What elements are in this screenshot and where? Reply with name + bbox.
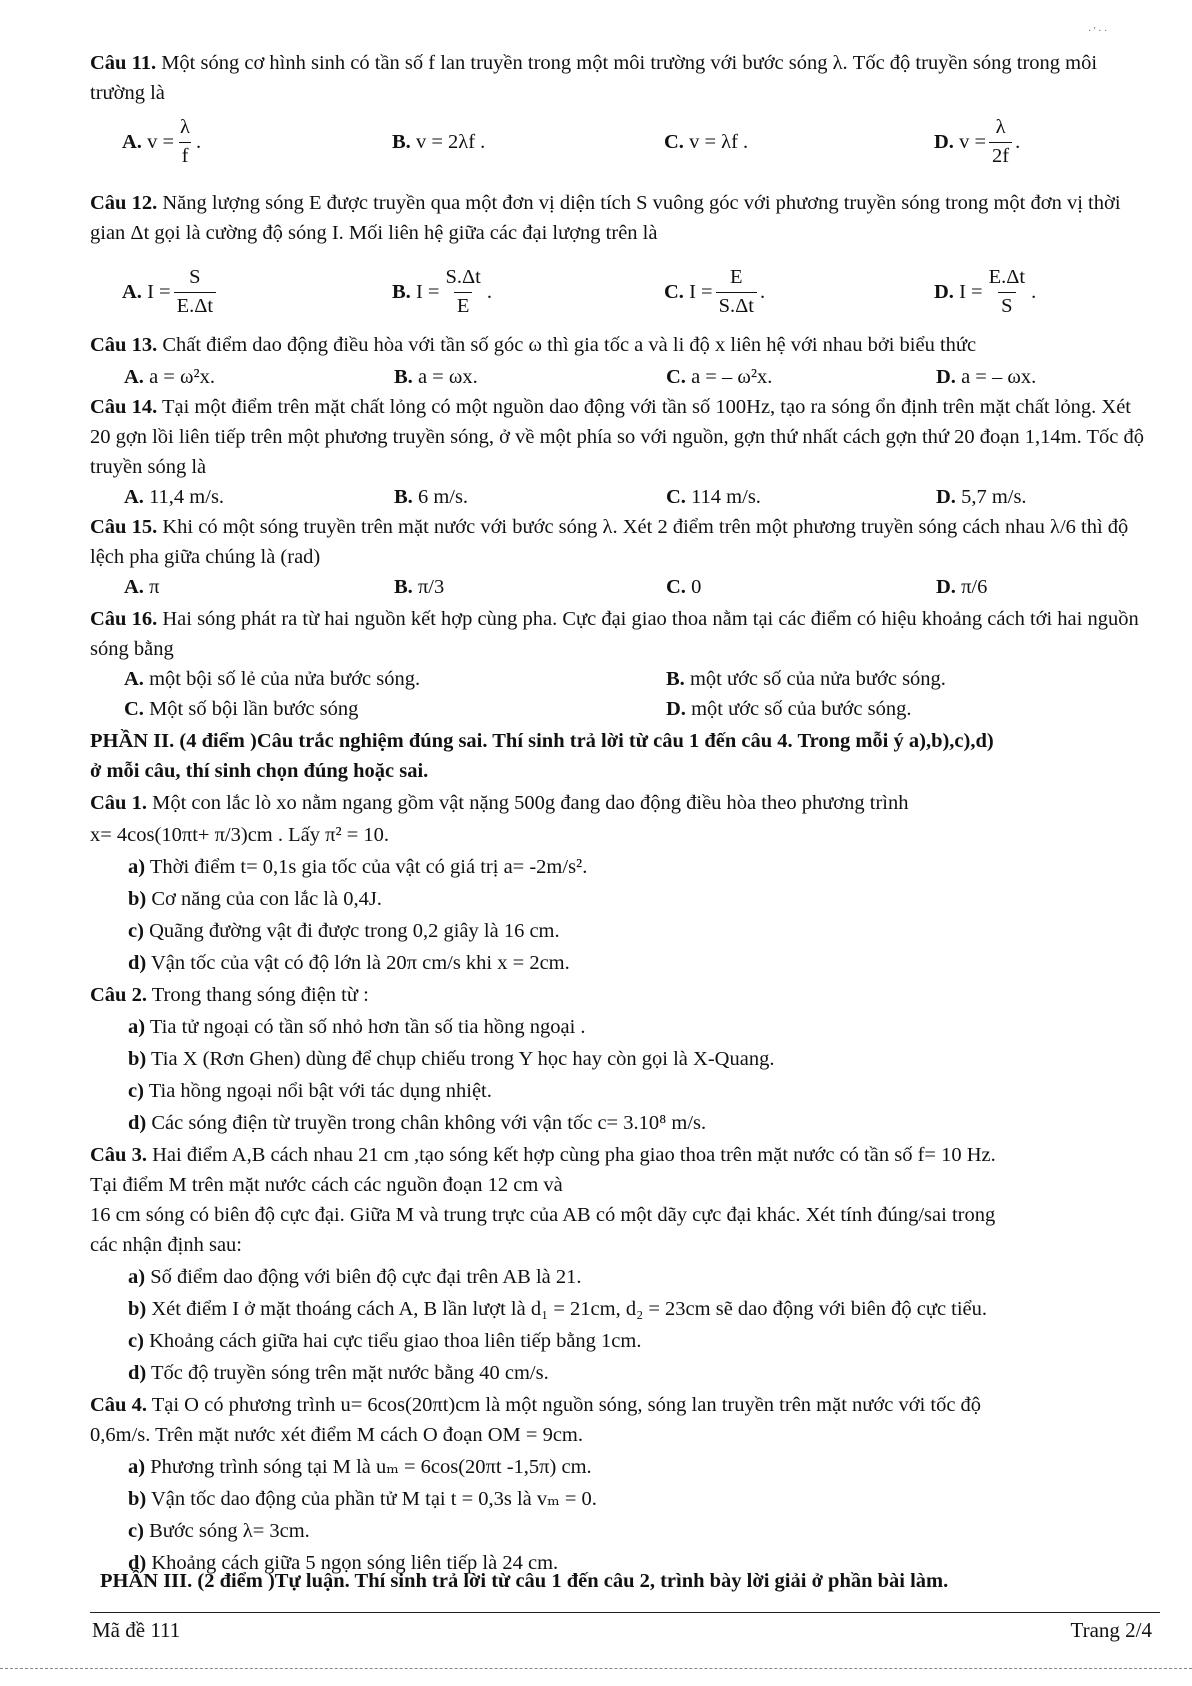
question-label: Câu 12. <box>90 192 158 214</box>
statement-text: Quãng đường vật đi được trong 0,2 giây là 16 cm. <box>149 920 560 942</box>
statement-text: Khoảng cách giữa 5 ngọn sóng liên tiếp là 24 cm. <box>151 1552 559 1574</box>
statement-key: c) <box>128 920 144 942</box>
question-16-options-row2 <box>0 694 1192 724</box>
formula-tail: . <box>1015 130 1021 153</box>
question-label: Câu 3. <box>90 1144 147 1166</box>
denominator: f <box>179 142 192 169</box>
option-text: π/3 <box>417 576 445 598</box>
numerator: λ <box>180 115 190 138</box>
statement-key: c) <box>128 1520 144 1542</box>
footer-rule <box>90 1612 1160 1613</box>
statement-b <box>90 884 1190 914</box>
statement-text: Tốc độ truyền sóng trên mặt nước bằng 40 cm/s. <box>151 1362 549 1384</box>
option-key: A. <box>124 668 144 690</box>
statement-d <box>90 1358 1190 1388</box>
question-text-line: Tại điểm M trên mặt nước cách các nguồn đoạn 12 cm và <box>90 1174 563 1196</box>
option-key: A. <box>124 576 144 598</box>
statement-b <box>90 1044 1190 1074</box>
formula-tail: . <box>759 280 766 303</box>
denominator: S <box>998 292 1015 319</box>
question-13 <box>90 330 1152 360</box>
option-b <box>392 112 485 172</box>
question-14 <box>90 392 1152 482</box>
option-b <box>394 482 468 512</box>
statement-key: a) <box>128 1016 146 1038</box>
option-text: Một số bội lần bước sóng <box>149 698 359 720</box>
part2-question-1 <box>90 788 1152 818</box>
scan-speck: · ' · · <box>1088 26 1108 37</box>
option-d <box>936 482 1027 512</box>
page-number: Trang 2/4 <box>1070 1618 1152 1642</box>
statement-text: Vận tốc dao động của phần tử M tại t = 0,3s là vₘ = 0. <box>151 1488 597 1510</box>
formula-lhs: I = <box>415 280 440 303</box>
formula-tail: . <box>1031 280 1037 303</box>
option-a <box>124 664 420 694</box>
question-text: Tại O có phương trình u= 6cos(20πt)cm là một nguồn sóng, sóng lan truyền trên mặt nước với tốc độ <box>151 1394 982 1416</box>
equation: x= 4cos(10πt+ π/3)cm . Lấy π² = 10. <box>90 824 390 846</box>
statement-text: Số điểm dao động với biên độ cực đại trên AB là 21. <box>150 1266 582 1288</box>
option-text: a = ω²x. <box>149 366 215 388</box>
option-b <box>666 664 946 694</box>
option-d <box>934 262 1036 322</box>
option-key: C. <box>666 366 686 388</box>
fraction <box>177 116 193 168</box>
statement-key: a) <box>128 1266 146 1288</box>
statement-text: Tia hồng ngoại nổi bật với tác dụng nhiệt. <box>148 1080 492 1102</box>
fraction <box>442 266 483 318</box>
statement-text: Khoảng cách giữa hai cực tiểu giao thoa liên tiếp bằng 1cm. <box>149 1330 642 1352</box>
question-text: Khi có một sóng truyền trên mặt nước với bước sóng λ. Xét 2 điểm trên một phương truyền sóng cách nhau λ/6 thì độ lệch pha giữa chúng là (rad) <box>90 516 1129 568</box>
question-14-options <box>0 482 1192 512</box>
option-key: B. <box>394 576 413 598</box>
question-11 <box>90 48 1152 108</box>
part2-question-3 <box>90 1140 1152 1170</box>
formula-lhs: I = <box>147 280 171 303</box>
statement-text: Thời điểm t= 0,1s gia tốc của vật có giá trị a= -2m/s². <box>149 856 588 878</box>
question-label: Câu 14. <box>90 396 158 418</box>
denominator: 2f <box>989 142 1012 169</box>
statement-a <box>90 852 1190 882</box>
part-3-heading: PHẦN III. (2 điểm )Tự luận. Thí sinh trả lời từ câu 1 đến câu 2, trình bày lời giải ở phần bài làm. <box>100 1570 949 1592</box>
option-d <box>666 694 911 724</box>
question-label: Câu 4. <box>90 1394 147 1416</box>
bottom-dashed-line <box>0 1668 1192 1669</box>
option-c <box>664 112 748 172</box>
exam-code: Mã đề 111 <box>92 1618 181 1642</box>
formula-lhs: I = <box>689 280 713 303</box>
option-a <box>124 572 159 602</box>
statement-key: c) <box>128 1080 144 1102</box>
option-key: D. <box>934 280 954 303</box>
option-text: v = λf . <box>689 130 749 153</box>
option-text: một ước số của nửa bước sóng. <box>689 668 946 690</box>
formula-lhs: I = <box>959 280 983 303</box>
statement-key: d) <box>128 1552 147 1574</box>
option-key: D. <box>666 698 686 720</box>
question-label: Câu 13. <box>90 334 158 356</box>
option-d <box>936 362 1036 392</box>
option-key: B. <box>666 668 685 690</box>
option-text: một bội số lẻ của nửa bước sóng. <box>149 668 421 690</box>
option-d <box>936 572 987 602</box>
option-text: 5,7 m/s. <box>961 486 1027 508</box>
denominator: S.Δt <box>716 292 757 319</box>
part-2-heading: PHẦN II. (4 điểm )Câu trắc nghiệm đúng sai. Thí sinh trả lời từ câu 1 đến câu 4. Trong mỗi ý a),b),c),d) <box>90 730 994 752</box>
option-text: v = 2λf . <box>415 130 486 153</box>
option-text: 114 m/s. <box>691 486 761 508</box>
part-2-heading-line2: ở mỗi câu, thí sinh chọn đúng hoặc sai. <box>90 760 429 782</box>
formula-tail: . <box>195 130 202 153</box>
question-label: Câu 15. <box>90 516 158 538</box>
statement-key: b) <box>128 1488 147 1510</box>
fraction <box>174 266 217 318</box>
formula-tail: . <box>486 280 492 303</box>
option-key: D. <box>936 366 956 388</box>
statement-key: c) <box>128 1330 144 1352</box>
question-text: Hai sóng phát ra từ hai nguồn kết hợp cùng pha. Cực đại giao thoa nằm tại các điểm có hiệu khoảng cách tới hai nguồn sóng bằng <box>90 608 1139 660</box>
part2-question-2 <box>90 980 1152 1010</box>
numerator: S <box>189 265 201 288</box>
option-b <box>394 572 444 602</box>
question-16 <box>90 604 1152 664</box>
statement-key: a) <box>128 856 146 878</box>
option-text: 6 m/s. <box>417 486 469 508</box>
option-key: B. <box>392 130 411 153</box>
option-d <box>934 112 1020 172</box>
question-text: Một sóng cơ hình sinh có tần số f lan truyền trong một môi trường với bước sóng λ. Tốc độ truyền sóng trong môi trường là <box>90 52 1098 104</box>
statement-text: Các sóng điện từ truyền trong chân không với vận tốc c= 3.10⁸ m/s. <box>151 1112 707 1134</box>
option-key: D. <box>936 486 956 508</box>
statement-key: d) <box>128 952 147 974</box>
option-key: B. <box>394 486 413 508</box>
question-label: Câu 1. <box>90 792 147 814</box>
question-text: Hai điểm A,B cách nhau 21 cm ,tạo sóng kết hợp cùng pha giao thoa trên mặt nước có tần số f= 10 Hz. <box>152 1144 996 1166</box>
question-15 <box>90 512 1152 572</box>
option-b <box>394 362 478 392</box>
statement-text: Tia X (Rơn Ghen) dùng để chụp chiếu trong Y học hay còn gọi là X-Quang. <box>151 1048 775 1070</box>
option-a <box>124 362 215 392</box>
part2-question-4 <box>90 1390 1152 1420</box>
statement-key: b) <box>128 888 147 910</box>
statement-text: Xét điểm I ở mặt thoáng cách A, B lần lượt là d₁ = 21cm, d₂ = 23cm sẽ dao động với biên độ cực tiểu. <box>151 1298 988 1320</box>
fraction <box>989 116 1012 168</box>
option-key: B. <box>392 280 411 303</box>
statement-text: Bước sóng λ= 3cm. <box>149 1520 310 1542</box>
option-a <box>122 262 219 322</box>
option-key: A. <box>124 366 144 388</box>
formula-lhs: v = <box>147 130 174 153</box>
option-c <box>666 572 701 602</box>
statement-c <box>90 1326 1190 1356</box>
question-text: Chất điểm dao động điều hòa với tần số góc ω thì gia tốc a và li độ x liên hệ với nhau bởi biểu thức <box>162 334 977 356</box>
statement-text: Phương trình sóng tại M là uₘ = 6cos(20πt -1,5π) cm. <box>150 1456 592 1478</box>
question-text-line: 16 cm sóng có biên độ cực đại. Giữa M và trung trực của AB có một dãy cực đại khác. Xét tính đúng/sai trong <box>90 1204 996 1226</box>
statement-key: d) <box>128 1362 147 1384</box>
question-12-options <box>0 262 1192 322</box>
statement-c <box>90 916 1190 946</box>
statement-b <box>90 1294 1190 1324</box>
option-key: A. <box>124 486 144 508</box>
statement-d <box>90 948 1190 978</box>
question-text-line: 0,6m/s. Trên mặt nước xét điểm M cách O đoạn OM = 9cm. <box>90 1424 583 1446</box>
option-c <box>666 482 761 512</box>
statement-text: Tia tử ngoại có tần số nhỏ hơn tần số tia hồng ngoại . <box>149 1016 586 1038</box>
option-text: a = – ω²x. <box>691 366 773 388</box>
formula-lhs: v = <box>959 130 986 153</box>
question-15-options <box>0 572 1192 602</box>
question-text: Một con lắc lò xo nằm ngang gồm vật nặng 500g đang dao động điều hòa theo phương trình <box>152 792 909 814</box>
option-a <box>124 482 224 512</box>
statement-text: Cơ năng của con lắc là 0,4J. <box>151 888 382 910</box>
option-text: a = ωx. <box>417 366 478 388</box>
option-key: D. <box>934 130 954 153</box>
question-16-options-row1 <box>0 664 1192 694</box>
question-12 <box>90 188 1152 248</box>
option-key: D. <box>936 576 956 598</box>
statement-text: Vận tốc của vật có độ lớn là 20π cm/s khi x = 2cm. <box>151 952 570 974</box>
statement-c <box>90 1076 1190 1106</box>
option-text: π/6 <box>961 576 988 598</box>
option-text: a = – ωx. <box>961 366 1037 388</box>
statement-key: b) <box>128 1298 147 1320</box>
question-label: Câu 11. <box>90 52 157 74</box>
statement-a <box>90 1012 1190 1042</box>
statement-d <box>90 1108 1190 1138</box>
option-text: 11,4 m/s. <box>149 486 225 508</box>
numerator: E <box>730 265 743 288</box>
statement-key: b) <box>128 1048 147 1070</box>
question-label: Câu 2. <box>90 984 147 1006</box>
option-key: C. <box>124 698 144 720</box>
option-text: một ước số của bước sóng. <box>691 698 912 720</box>
denominator: E <box>454 292 473 319</box>
option-c <box>666 362 772 392</box>
option-key: C. <box>664 130 684 153</box>
numerator: E.Δt <box>988 265 1026 288</box>
option-text: π <box>149 576 160 598</box>
option-key: C. <box>666 486 686 508</box>
numerator: λ <box>995 115 1006 138</box>
fraction <box>986 266 1029 318</box>
question-text: Năng lượng sóng E được truyền qua một đơn vị diện tích S vuông góc với phương truyền sóng trong một đơn vị thời gian Δt gọi là cường độ sóng I. Mối liên hệ giữa các đại lượng trên là <box>90 192 1121 244</box>
option-c <box>124 694 358 724</box>
question-label: Câu 16. <box>90 608 158 630</box>
statement-key: a) <box>128 1456 146 1478</box>
question-11-options <box>0 112 1192 172</box>
statement-a <box>90 1262 1190 1292</box>
option-key: A. <box>122 130 142 153</box>
denominator: E.Δt <box>174 292 217 319</box>
question-text-line: các nhận định sau: <box>90 1234 242 1256</box>
fraction <box>716 266 757 318</box>
question-text: Trong thang sóng điện từ : <box>151 984 369 1006</box>
question-13-options <box>0 362 1192 392</box>
option-key: A. <box>122 280 142 303</box>
statement-b <box>90 1484 1190 1514</box>
option-key: B. <box>394 366 413 388</box>
statement-a <box>90 1452 1190 1482</box>
option-text: 0 <box>691 576 702 598</box>
option-key: C. <box>666 576 686 598</box>
option-c <box>664 262 765 322</box>
option-b <box>392 262 492 322</box>
statement-key: d) <box>128 1112 147 1134</box>
question-text: Tại một điểm trên mặt chất lỏng có một nguồn dao động với tần số 100Hz, tạo ra sóng ổn định trên mặt chất lỏng. Xét 20 gợn lồi liên tiếp trên một phương truyền sóng, ở về một phía so với nguồn, gợn thứ nhất cách gợn thứ 20 đoạn 1,14m. Tốc độ truyền sóng là <box>90 396 1144 478</box>
numerator: S.Δt <box>445 265 481 288</box>
option-a <box>122 112 201 172</box>
statement-c <box>90 1516 1190 1546</box>
option-key: C. <box>664 280 684 303</box>
